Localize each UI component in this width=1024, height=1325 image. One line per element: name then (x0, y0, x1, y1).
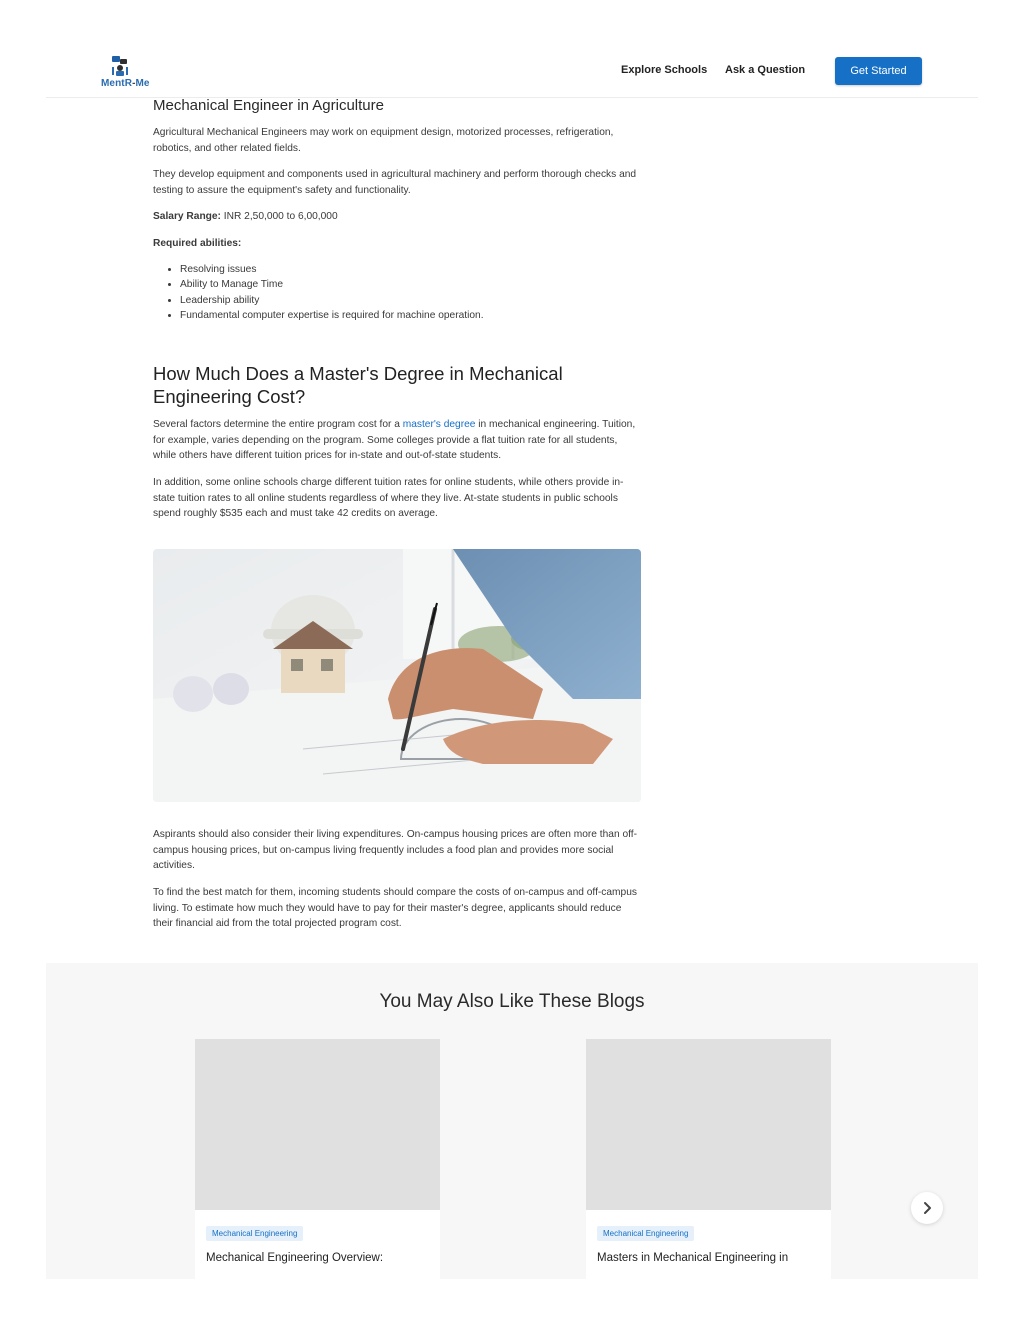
logo-text: MentR-Me (101, 78, 150, 89)
blog-card-tag[interactable]: Mechanical Engineering (206, 1226, 303, 1241)
blog-card-tag[interactable]: Mechanical Engineering (597, 1226, 694, 1241)
blog-card-image (195, 1039, 440, 1210)
salary-label: Salary Range: (153, 211, 221, 222)
chevron-right-icon (920, 1201, 934, 1215)
get-started-button[interactable]: Get Started (835, 57, 922, 85)
mentr-me-logo[interactable] (101, 56, 157, 92)
paragraph: They develop equipment and components used in agricultural machinery and perform thorough checks and testing to assure the equipment's safety and functionality. (153, 169, 637, 196)
paragraph: Several factors determine the entire program cost for a master's degree in mechanical engineering. Tuition, for example, varies depending on the program. Some colleges provide a flat tuition rate for all students, while others have different tuition prices for in-state and out-of-state students. (153, 419, 636, 462)
site-header (46, 40, 978, 98)
blog-card-image (586, 1039, 831, 1210)
blog-card[interactable] (586, 1039, 831, 1279)
nav-explore-schools[interactable]: Explore Schools (621, 64, 708, 76)
paragraph: To find the best match for them, incoming students should compare the costs of on-campus and off-campus living. To estimate how much they would have to pay for their master's degree, applicants should reduce their financial aid from the total projected program cost. (153, 887, 637, 930)
blog-card[interactable] (195, 1039, 440, 1279)
list-item: • Leadership ability (180, 293, 668, 308)
related-blogs-section (46, 963, 978, 1279)
list-item: • Resolving issues (180, 262, 668, 277)
masters-degree-link[interactable]: master's degree (402, 419, 476, 430)
list-item: • Fundamental computer expertise is required for machine operation. (180, 308, 668, 323)
blog-card-title[interactable]: Masters in Mechanical Engineering in (597, 1252, 789, 1264)
engineer-drawing-image (153, 549, 641, 802)
paragraph: Aspirants should also consider their living expenditures. On-campus housing prices are often more than off-campus housing prices, but on-campus living frequently includes a food plan and provides more social activities. (153, 829, 637, 872)
abilities-list (153, 262, 668, 323)
salary-value: INR 2,50,000 to 6,00,000 (220, 211, 338, 222)
blog-card-title[interactable]: Mechanical Engineering Overview: (206, 1252, 384, 1264)
carousel-next-button[interactable] (911, 1192, 943, 1224)
salary-range (153, 209, 641, 225)
section-title-cost: How Much Does a Master's Degree in Mechanical Engineering Cost? (153, 363, 563, 407)
logo-icon (109, 56, 131, 78)
related-blogs-title: You May Also Like These Blogs (379, 991, 645, 1012)
article-image (153, 549, 641, 802)
nav-ask-question[interactable]: Ask a Question (725, 64, 806, 76)
list-item: • Ability to Manage Time (180, 277, 668, 292)
paragraph: Agricultural Mechanical Engineers may work on equipment design, motorized processes, refrigeration, robotics, and other related fields. (153, 127, 614, 154)
section-title-agriculture: Mechanical Engineer in Agriculture (153, 97, 384, 114)
abilities-label: Required abilities: (153, 238, 242, 249)
paragraph: In addition, some online schools charge different tuition rates for online students, while others provide in-state tuition rates to all online students regardless of where they live. At-state students in public schools spend roughly $535 each and must take 42 credits on average. (153, 477, 624, 520)
